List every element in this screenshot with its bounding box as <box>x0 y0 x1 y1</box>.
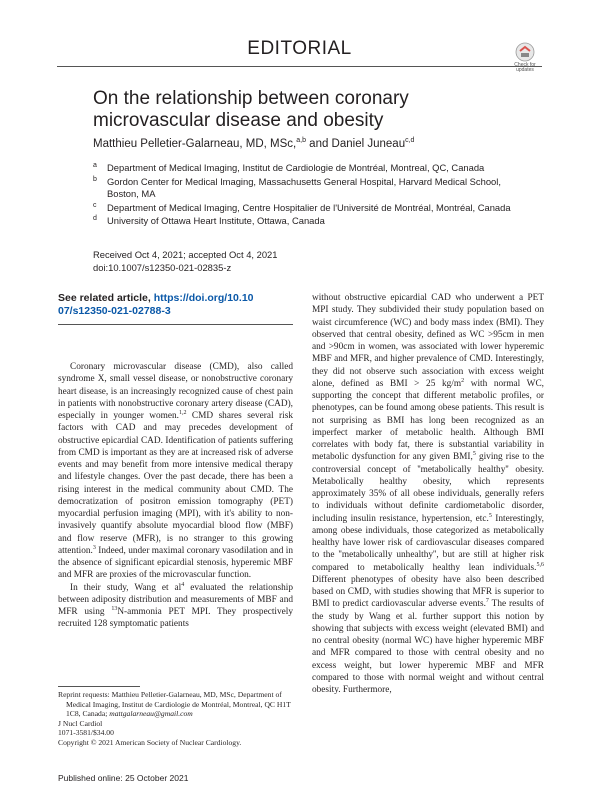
journal-name: J Nucl Cardiol <box>58 718 103 728</box>
paragraph: Coronary microvascular disease (CMD), also called syndrome X, small vessel disease, or nonobstructive coronary heart disease, is an increasingly recognized cause of chest pain in patients with nonobstructive coronary artery disease (CAD), especially in younger women.$^{1,2}$ CMD shares several risk factors with CAD and may precedes development of obstructive epicardial CAD. Identification of patients suffering from CMD is important as they are at increased risk of adverse events and may benefit from more intensive medical therapy and lifestyle changes. Over the past decade, there has been a rising interest in the medical community about CMD. The democratization of positron emission tomography (PET) myocardial perfusion imaging (MPI), with it's ability to non-invasively quantify absolute myocardial blood flow (MBF) and flow reserve (MFR), is no stranger to this growing attention.$^3$ Indeed, under maximal coronary vasodilation and in the absence of significant epicardial stenosis, hyperemic MBF and MFR are proxies of the microvascular function. <box>58 362 293 581</box>
author-affiliation-marker: c,d <box>405 137 415 144</box>
affiliation-item: a Department of Medical Imaging, Institut de Cardiologie de Montréal, Montreal, QC, Canada <box>93 162 485 173</box>
affiliation-item: c Department of Medical Imaging, Centre Hospitalier de l'Université de Montréal, Montréal, Canada <box>93 201 511 213</box>
article-title: On the relationship between coronary microvascular disease and obesity <box>93 88 409 131</box>
received-accepted: Received Oct 4, 2021; accepted Oct 4, 2021 <box>93 249 278 260</box>
author-name: Matthieu Pelletier-Galarneau, MD, MSc, <box>93 137 297 150</box>
citation[interactable]: 4 <box>181 581 185 588</box>
related-article-link[interactable]: https://doi.org/10.10 07/s12350-021-02788-3 <box>58 292 254 317</box>
author-list <box>93 137 533 150</box>
right-column <box>312 292 544 696</box>
related-rule <box>58 324 293 325</box>
affiliation-item: b Gordon Center for Medical Imaging, Massachusetts General Hospital, Harvard Medical School, Boston, MA <box>93 175 501 200</box>
reprint-requests: Reprint requests: Matthieu Pelletier-Galarneau, MD, MSc, Department of Medical Imaging, Institut de Cardiologie de Montréal, Montreal, QC H1T 1C8, Canada; mattgalarneau@gmail.com <box>58 690 291 719</box>
author-affiliation-marker: a,b <box>296 137 306 144</box>
left-column <box>58 292 293 631</box>
footnote <box>58 690 298 748</box>
article-dates <box>93 249 278 274</box>
published-online: Published online: 25 October 2021 <box>58 773 189 783</box>
citation[interactable]: 3 <box>92 544 96 551</box>
paragraph: without obstructive epicardial CAD who underwent a PET MPI study. They subdivided their study population based on waist circumference (WC) and body mass index (BMI). They observed that central obesity, defined as WC >95cm in men and >90cm in women, was associated with lower hyperemic MBF and MFR, and higher prevalence of CMD. Interestingly, they did not observe such association with excess weight alone, defined as BMI > 25 $kg/m^2$ with normal WC, supporting the concept that different metabolic profiles, or phenotypes, can be found among obese patients. This result is not surprising as BMI has long been recognized as an imperfect marker of metabolic health. Although BMI correlates with body fat, there is substantial variability in metabolic dysfunction for any given BMI,$^5$ giving rise to the controversial concept of ''metabolically healthy'' obesity. Metabolically healthy obesity, which represents approximately 35% of all obese individuals, generally refers to individuals without definite cardiometabolic disorder, including insulin resistance, hypertension, etc.$^5$ Interestingly, among obese individuals, those categorized as metabolically healthy have lower risk of cardiovascular diseases compared to the ''metabolically unhealthy'', but are still at higher risk compared to metabolically healthy lean individuals.$^{5,6}$ Different phenotypes of obesity have also been described based on CMD, with studies showing that MFR is superior to BMI to predict cardiovascular adverse events.$^7$ The results of the study by Wang et al. further support this notion by showing that subjects with excess weight (elevated BMI) and no central obesity (normal WC) have higher hyperemic MBF and MFR compared to those with central obesity and no excess weight, but lower hyperemic MBF and MFR compared to those with normal weight and without central obesity. Furthermore, <box>312 293 544 695</box>
issn: 1071-3581/$34.00 <box>58 728 114 738</box>
footnote-rule <box>58 686 140 687</box>
section-header: EDITORIAL <box>247 38 352 59</box>
author-name: and Daniel Juneau <box>305 137 406 150</box>
citation[interactable]: 1,2 <box>178 409 187 416</box>
citation[interactable]: 7 <box>485 598 489 605</box>
affiliation-item: d University of Ottawa Heart Institute, Ottawa, Canada <box>93 215 325 227</box>
citation[interactable]: 5 <box>488 512 492 519</box>
check-for-updates-badge[interactable] <box>510 42 540 74</box>
check-badge-line1: Check for <box>514 62 536 68</box>
reprint-email[interactable]: mattgalarneau@gmail.com <box>109 709 193 719</box>
citation[interactable]: 5 <box>472 451 476 458</box>
check-for-updates-icon <box>515 42 535 62</box>
header-rule <box>57 66 542 67</box>
isotope-superscript: 13 <box>111 605 118 612</box>
citation[interactable]: 5,6 <box>536 561 544 568</box>
affiliations <box>93 162 533 229</box>
see-related-article: See related article, https://doi.org/10.10 07/s12350-021-02788-3 <box>58 292 254 317</box>
article-doi[interactable]: doi:10.1007/s12350-021-02835-z <box>93 261 232 273</box>
paragraph: In their study, Wang et $al^4$ evaluated the relationship between adiposity distribution and measurements of MBF and MFR using $^{13}$N-ammonia PET MPI. They prospectively recruited 128 symptomatic patients <box>58 581 293 630</box>
check-badge-line2: updates <box>516 67 534 73</box>
copyright: Copyright © 2021 American Society of Nuclear Cardiology. <box>58 737 242 747</box>
